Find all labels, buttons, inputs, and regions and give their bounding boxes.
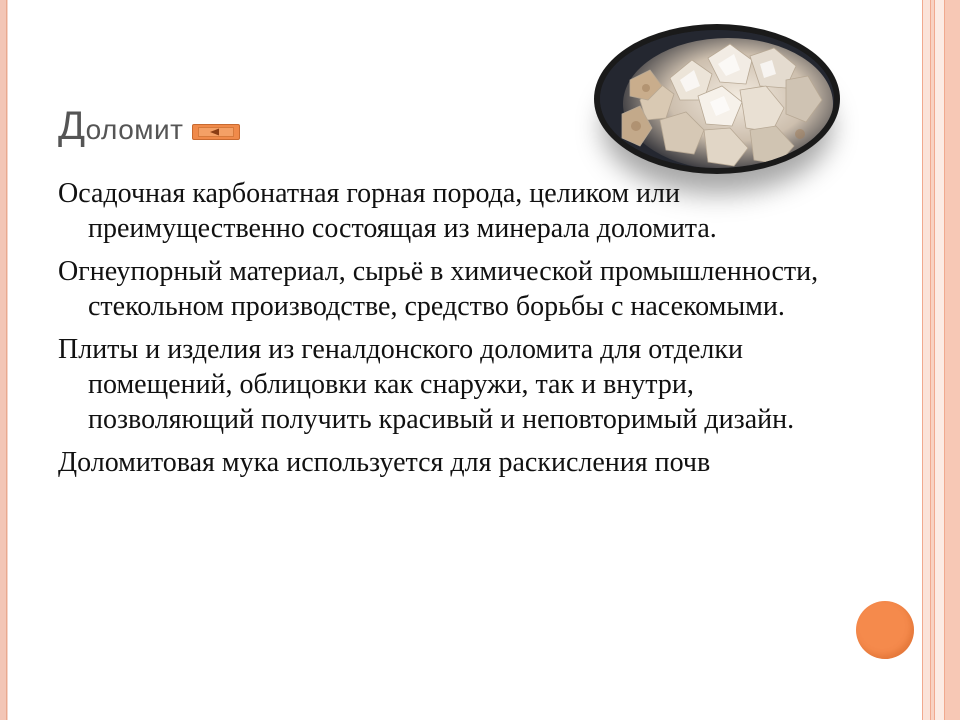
left-decorative-border: [0, 0, 7, 720]
slide-title: [58, 106, 184, 146]
slide-body: [58, 176, 838, 488]
back-button[interactable]: [192, 124, 240, 140]
decorative-orange-circle: [856, 601, 914, 659]
paragraph-definition: Осадочная карбонатная горная порода, целиком или преимущественно состоящая из минерала доломита.: [58, 178, 717, 244]
title-row: [58, 96, 240, 146]
title-first-letter: Д: [58, 104, 86, 148]
mineral-image: [600, 30, 834, 168]
paragraph-uses-soil: Доломитовая мука используется для раскисления почв: [58, 447, 711, 478]
dolomite-crystals-picture: [600, 30, 834, 168]
paragraph-uses-industry: Огнеупорный материал, сырьё в химической промышленности, стекольном производстве, средство борьбы с насекомыми.: [58, 256, 819, 322]
title-rest: оломит: [85, 114, 184, 145]
triangle-left-icon: [209, 128, 223, 136]
mineral-image-frame: [594, 24, 840, 174]
right-decorative-stripes: [920, 0, 960, 720]
paragraph-uses-decor: Плиты и изделия из геналдонского доломита для отделки помещений, облицовки как снаружи, так и внутри, позволяющий получить красивый и неповторимый дизайн.: [58, 334, 795, 435]
back-button-face: [198, 127, 234, 137]
